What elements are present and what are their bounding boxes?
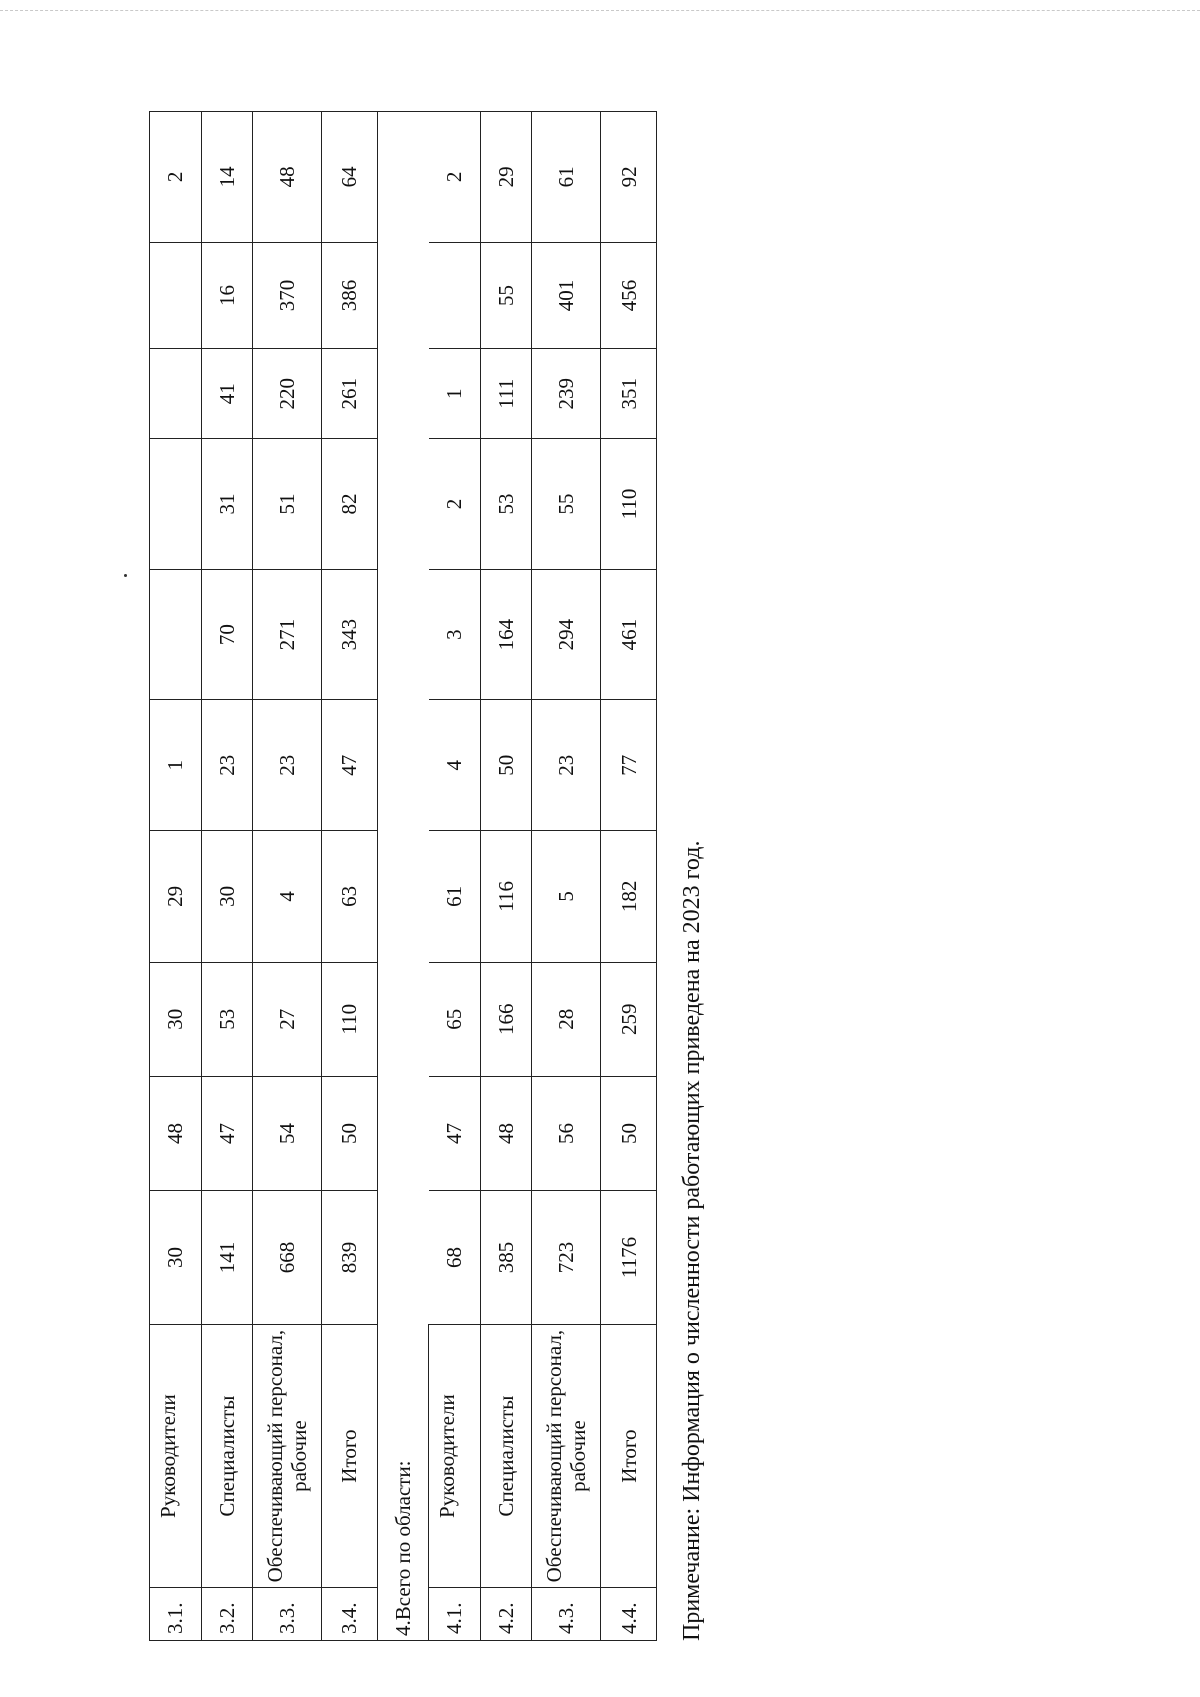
row-number: 3.4. [321,1588,377,1641]
section-label: 4.Всего по области: [377,112,429,1641]
table-row [150,112,202,1641]
value-cell: 4 [253,831,322,963]
value-cell: 259 [601,962,657,1076]
value-cell: 401 [532,242,601,348]
value-cell: 370 [253,242,322,348]
table-body-section-4 [429,112,657,1641]
value-cell: 23 [201,700,253,831]
value-cell: 261 [321,349,377,439]
table-row [532,112,601,1641]
value-cell: 31 [201,439,253,570]
value-cell [150,439,202,570]
row-category: Обеспечивающий персонал, рабочие [253,1324,322,1587]
value-cell: 16 [201,242,253,348]
value-cell: 30 [150,1191,202,1325]
staff-table [149,111,657,1641]
value-cell: 1 [429,349,481,439]
value-cell: 668 [253,1191,322,1325]
value-cell: 385 [480,1191,532,1325]
row-number: 4.2. [480,1588,532,1641]
value-cell: 29 [150,831,202,963]
value-cell: 110 [601,439,657,570]
value-cell: 28 [532,962,601,1076]
value-cell [429,242,481,348]
row-number: 3.2. [201,1588,253,1641]
value-cell: 41 [201,349,253,439]
table-row [480,112,532,1641]
value-cell: 2 [150,112,202,243]
value-cell: 27 [253,962,322,1076]
scan-edge-line [0,10,1200,11]
value-cell: 77 [601,700,657,831]
value-cell: 61 [429,831,481,963]
value-cell: 111 [480,349,532,439]
row-number: 4.1. [429,1588,481,1641]
scan-speck [124,574,127,577]
value-cell: 29 [480,112,532,243]
value-cell: 30 [150,962,202,1076]
value-cell: 92 [601,112,657,243]
value-cell: 50 [480,700,532,831]
value-cell: 2 [429,112,481,243]
value-cell: 220 [253,349,322,439]
row-category: Итого [321,1324,377,1587]
value-cell: 14 [201,112,253,243]
value-cell [150,349,202,439]
value-cell: 47 [429,1076,481,1190]
value-cell: 456 [601,242,657,348]
row-number: 3.3. [253,1588,322,1641]
value-cell: 23 [253,700,322,831]
value-cell: 50 [321,1076,377,1190]
value-cell: 48 [150,1076,202,1190]
value-cell: 3 [429,569,481,700]
value-cell: 271 [253,569,322,700]
table-row [429,112,481,1641]
value-cell: 30 [201,831,253,963]
row-category: Обеспечивающий персонал, рабочие [532,1324,601,1587]
rotated-page-content [149,111,711,1641]
table-body-section-3 [150,112,378,1641]
value-cell: 63 [321,831,377,963]
row-number: 4.4. [601,1588,657,1641]
value-cell: 54 [253,1076,322,1190]
value-cell: 461 [601,569,657,700]
value-cell: 82 [321,439,377,570]
value-cell: 164 [480,569,532,700]
value-cell: 55 [532,439,601,570]
value-cell: 64 [321,112,377,243]
value-cell: 110 [321,962,377,1076]
value-cell: 141 [201,1191,253,1325]
value-cell: 116 [480,831,532,963]
row-category: Руководители [429,1324,481,1587]
row-category: Специалисты [480,1324,532,1587]
value-cell: 5 [532,831,601,963]
value-cell: 48 [480,1076,532,1190]
value-cell: 50 [601,1076,657,1190]
value-cell: 294 [532,569,601,700]
value-cell: 4 [429,700,481,831]
row-number: 3.1. [150,1588,202,1641]
row-category: Руководители [150,1324,202,1587]
value-cell: 166 [480,962,532,1076]
value-cell: 23 [532,700,601,831]
value-cell: 48 [253,112,322,243]
value-cell: 239 [532,349,601,439]
table-row [601,112,657,1641]
value-cell: 723 [532,1191,601,1325]
value-cell: 68 [429,1191,481,1325]
row-category: Итого [601,1324,657,1587]
value-cell: 53 [201,962,253,1076]
value-cell: 1 [150,700,202,831]
table-row [253,112,322,1641]
value-cell: 47 [201,1076,253,1190]
value-cell: 61 [532,112,601,243]
value-cell: 65 [429,962,481,1076]
value-cell: 56 [532,1076,601,1190]
value-cell: 51 [253,439,322,570]
row-category: Специалисты [201,1324,253,1587]
table-section-row [377,112,429,1641]
value-cell: 55 [480,242,532,348]
value-cell: 182 [601,831,657,963]
footnote: Примечание: Информация о численности работающих приведена на 2023 год. [679,840,705,1641]
value-cell: 47 [321,700,377,831]
value-cell: 70 [201,569,253,700]
table-row [201,112,253,1641]
value-cell: 351 [601,349,657,439]
value-cell: 1176 [601,1191,657,1325]
value-cell [150,569,202,700]
value-cell: 386 [321,242,377,348]
row-number: 4.3. [532,1588,601,1641]
value-cell: 343 [321,569,377,700]
value-cell: 2 [429,439,481,570]
value-cell: 839 [321,1191,377,1325]
table-row [321,112,377,1641]
value-cell [150,242,202,348]
value-cell: 53 [480,439,532,570]
